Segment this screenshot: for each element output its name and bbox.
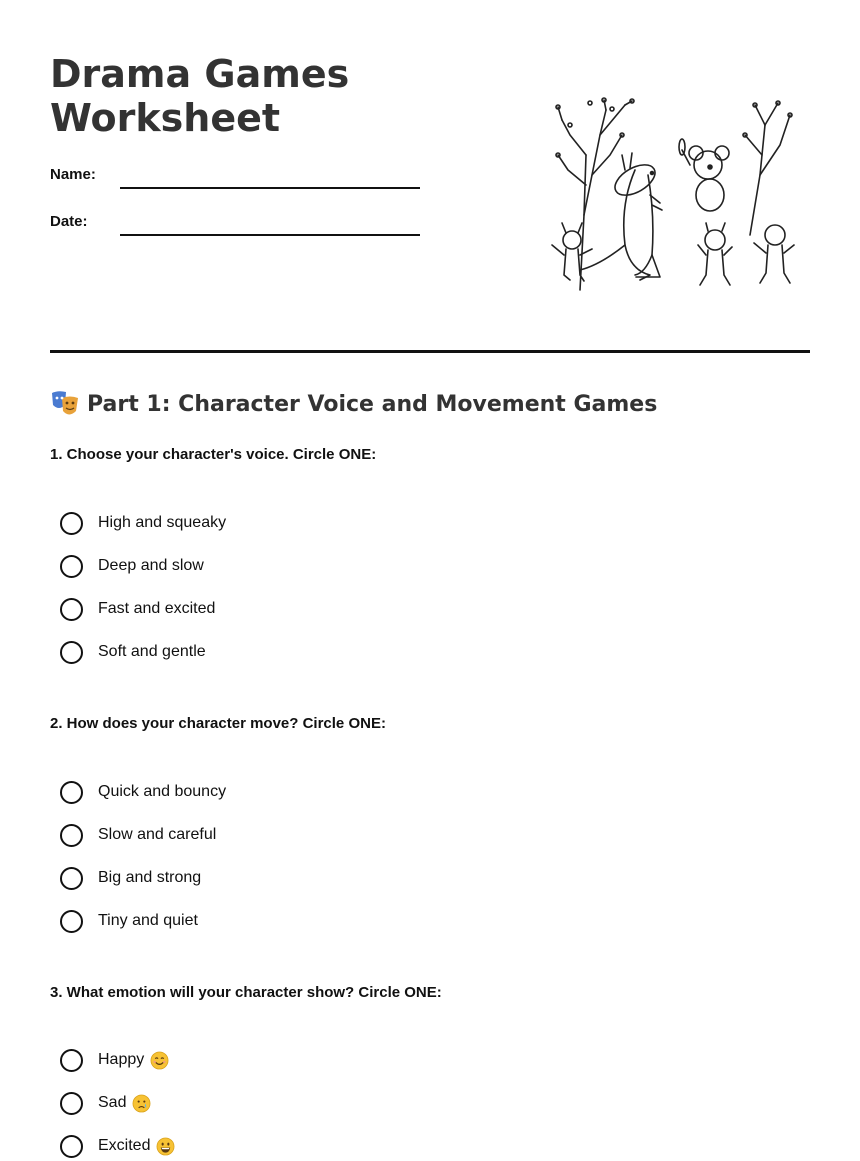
part1-title-text: Part 1: Character Voice and Movement Games	[87, 391, 658, 417]
option-q1-1[interactable]	[60, 511, 226, 535]
question-2: 2. How does your character move? Circle ONE:	[50, 715, 386, 732]
small-animal-icon	[552, 223, 592, 281]
option-label: Tiny and quiet	[98, 912, 198, 929]
theater-masks-icon	[50, 389, 80, 419]
option-label: Deep and slow	[98, 557, 204, 574]
radio-circle[interactable]	[60, 867, 83, 890]
radio-circle[interactable]	[60, 781, 83, 804]
question-1: 1. Choose your character's voice. Circle ONE:	[50, 446, 377, 463]
option-q1-4[interactable]	[60, 640, 206, 664]
right-tree-icon	[743, 101, 792, 235]
radio-circle[interactable]	[60, 1092, 83, 1115]
option-label: Quick and bouncy	[98, 783, 227, 800]
option-q1-2[interactable]	[60, 554, 204, 578]
option-q2-3[interactable]	[60, 866, 201, 890]
radio-circle[interactable]	[60, 555, 83, 578]
option-q3-2[interactable]	[60, 1091, 151, 1115]
option-q3-1[interactable]	[60, 1048, 169, 1072]
boy-icon	[754, 225, 794, 283]
option-q2-2[interactable]	[60, 823, 216, 847]
question-3: 3. What emotion will your character show? Circle ONE:	[50, 984, 442, 1001]
option-label: Sad	[98, 1094, 127, 1111]
worksheet-title: Drama Games Worksheet	[50, 52, 350, 140]
option-q2-1[interactable]	[60, 780, 226, 804]
radio-circle[interactable]	[60, 1049, 83, 1072]
option-label: Fast and excited	[98, 600, 216, 617]
radio-circle[interactable]	[60, 512, 83, 535]
option-q3-3[interactable]	[60, 1134, 175, 1158]
radio-circle[interactable]	[60, 598, 83, 621]
option-q1-3[interactable]	[60, 597, 215, 621]
date-label: Date:	[50, 213, 88, 230]
koala-icon	[679, 139, 729, 211]
animals-illustration	[540, 95, 800, 295]
radio-circle[interactable]	[60, 910, 83, 933]
option-label: Soft and gentle	[98, 643, 206, 660]
date-line[interactable]	[120, 234, 420, 236]
radio-circle[interactable]	[60, 641, 83, 664]
radio-circle[interactable]	[60, 824, 83, 847]
option-label: Slow and careful	[98, 826, 217, 843]
option-label: Happy	[98, 1051, 145, 1068]
name-line[interactable]	[120, 187, 420, 189]
radio-circle[interactable]	[60, 1135, 83, 1158]
grinning-face-icon	[156, 1137, 175, 1156]
cat-child-icon	[698, 223, 732, 285]
option-label: Excited	[98, 1137, 151, 1154]
option-q2-4[interactable]	[60, 909, 198, 933]
part1-title	[50, 389, 657, 419]
smiling-face-icon	[150, 1051, 169, 1070]
left-tree-icon	[556, 98, 634, 290]
crying-face-icon	[132, 1094, 151, 1113]
name-label: Name:	[50, 166, 96, 183]
option-label: High and squeaky	[98, 514, 227, 531]
option-label: Big and strong	[98, 869, 202, 886]
header-divider	[50, 350, 810, 353]
